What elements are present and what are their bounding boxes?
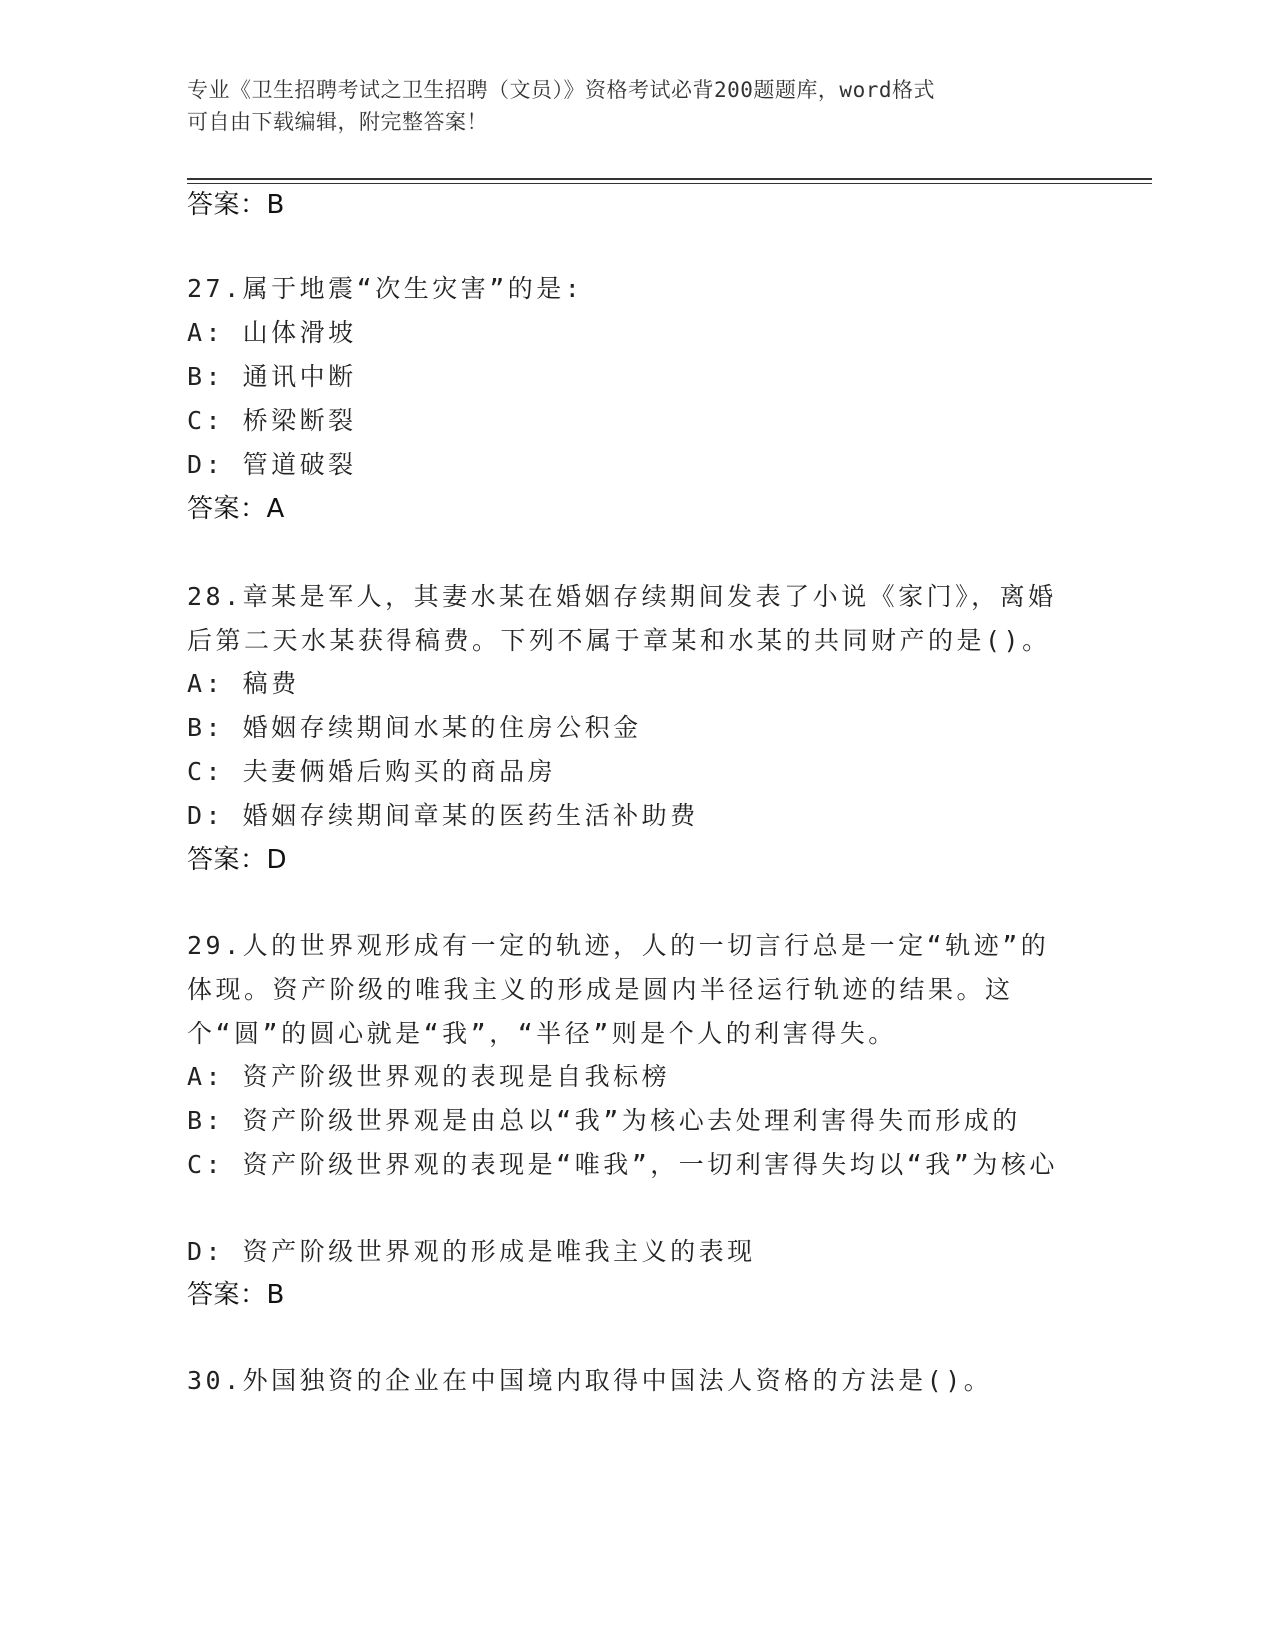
question-27-option-d: D: 管道破裂 [187,450,357,479]
question-29-option-b: B: 资产阶级世界观是由总以“我”为核心去处理利害得失而形成的 [187,1106,1021,1135]
question-28-option-b: B: 婚姻存续期间水某的住房公积金 [187,713,642,742]
question-29-answer: 答案：B [187,1280,285,1310]
question-27-option-a: A: 山体滑坡 [187,318,357,347]
question-27-text: 27.属于地震“次生灾害”的是: [187,274,584,303]
question-29-option-a: A: 资产阶级世界观的表现是自我标榜 [187,1062,671,1091]
header-rule-thin [187,183,1152,184]
question-29-option-d: D: 资产阶级世界观的形成是唯我主义的表现 [187,1237,756,1266]
question-27-answer: 答案：A [187,494,285,524]
header-line-1: 专业《卫生招聘考试之卫生招聘（文员）》资格考试必背200题题库，word格式 [187,78,935,102]
question-29-option-c: C: 资产阶级世界观的表现是“唯我”，一切利害得失均以“我”为核心 [187,1150,1058,1179]
header-rule-thick [187,178,1152,180]
question-27-option-c: C: 桥梁断裂 [187,406,357,435]
question-28-option-c: C: 夫妻俩婚后购买的商品房 [187,757,557,786]
question-30-text: 30.外国独资的企业在中国境内取得中国法人资格的方法是()。 [187,1366,993,1395]
question-28-option-d: D: 婚姻存续期间章某的医药生活补助费 [187,801,699,830]
question-28-option-a: A: 稿费 [187,669,300,698]
document-header [187,74,1067,138]
question-29-text: 29.人的世界观形成有一定的轨迹，人的一切言行总是一定“轨迹”的体现。资产阶级的唯我主义的形成是圆内半径运行轨迹的结果。这个“圆”的圆心就是“我”，“半径”则是个人的利害得失。 [187,931,1050,1048]
question-27-option-b: B: 通讯中断 [187,362,357,391]
question-28-answer: 答案：D [187,845,288,875]
header-line-2: 可自由下载编辑，附完整答案！ [187,110,488,134]
answer-label: 答案：B [187,190,285,220]
question-28-text: 28.章某是军人，其妻水某在婚姻存续期间发表了小说《家门》，离婚后第二天水某获得稿费。下列不属于章某和水某的共同财产的是()。 [187,582,1057,655]
